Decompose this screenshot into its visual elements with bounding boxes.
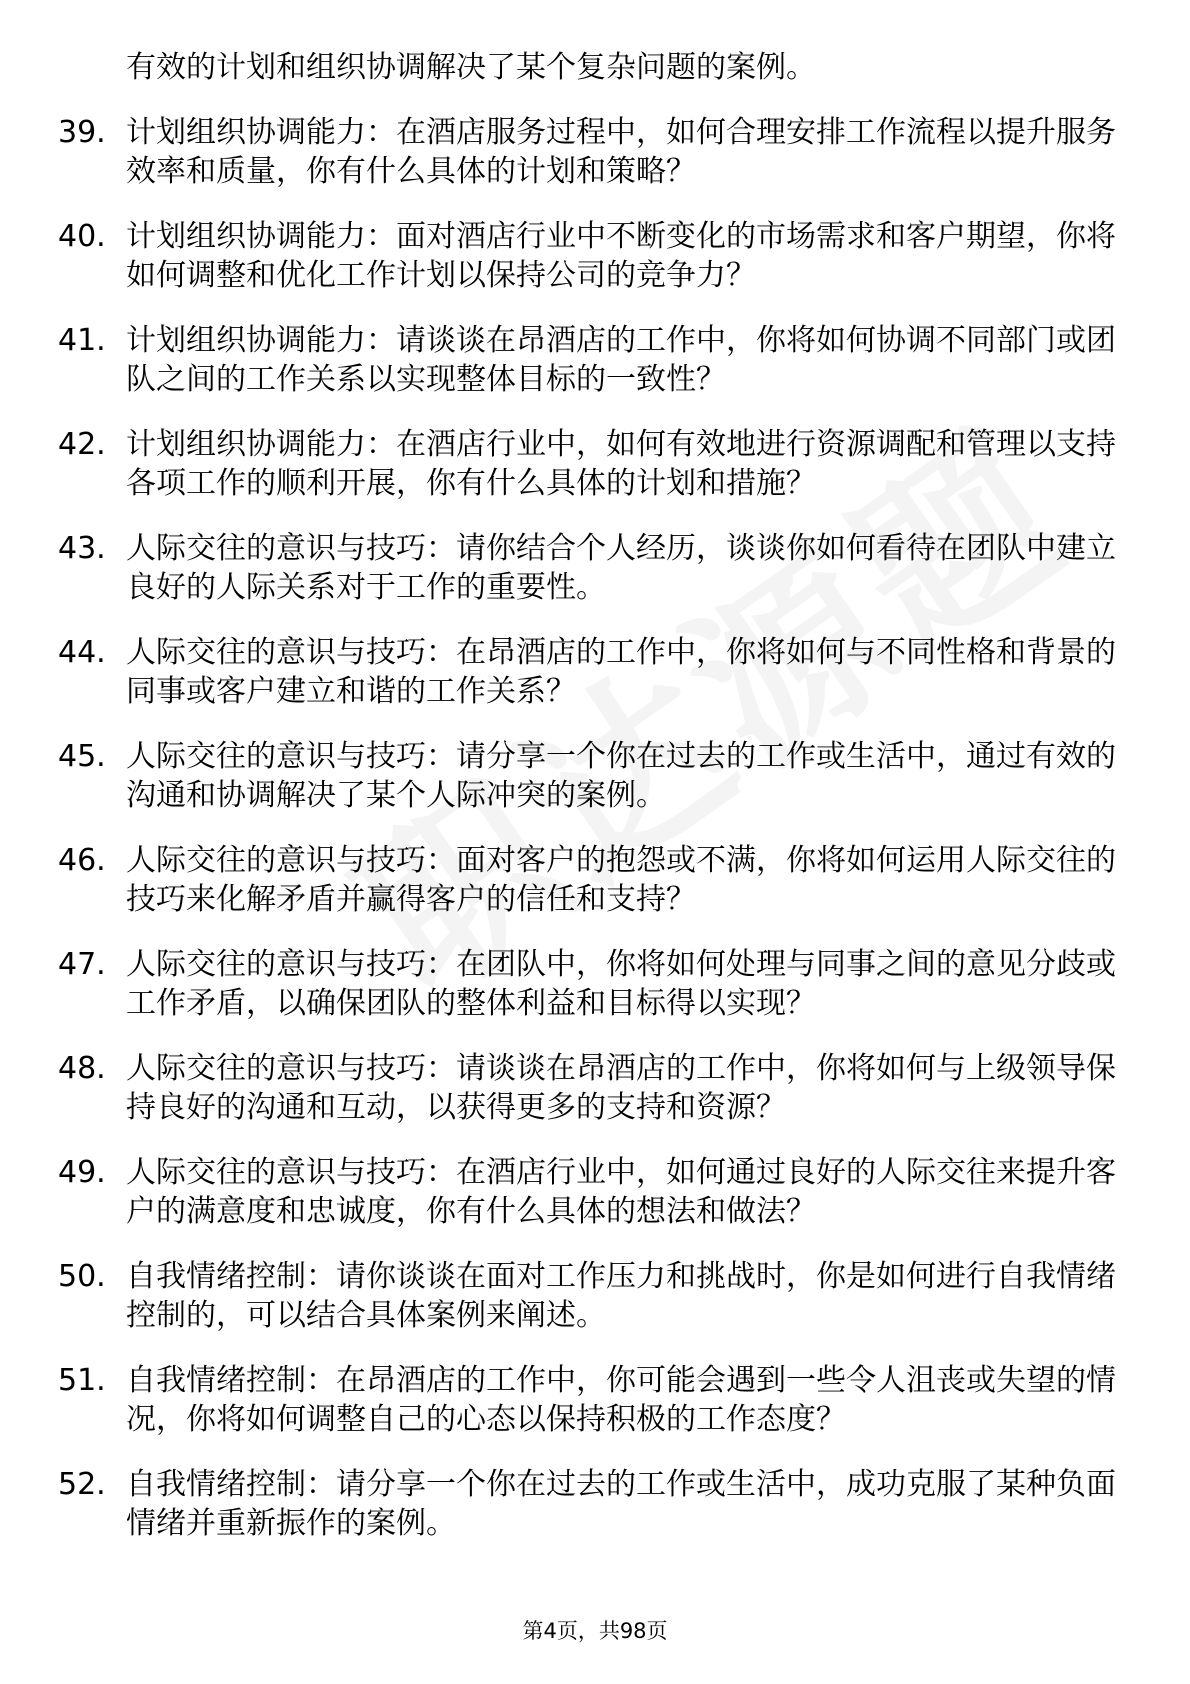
question-number: 42. — [58, 427, 106, 462]
question-item — [58, 1361, 1118, 1439]
question-number: 39. — [58, 115, 106, 150]
question-number: 46. — [58, 843, 106, 878]
page-footer: 第4页，共98页 — [522, 1619, 668, 1643]
question-list — [58, 48, 1118, 1569]
question-text: 人际交往的意识与技巧：在酒店行业中，如何通过良好的人际交往来提升客户的满意度和忠诚度，你有什么具体的想法和做法？ — [126, 1155, 1116, 1229]
question-text: 人际交往的意识与技巧：请你结合个人经历，谈谈你如何看待在团队中建立良好的人际关系对于工作的重要性。 — [126, 531, 1116, 605]
question-number: 50. — [58, 1259, 106, 1294]
question-item — [58, 217, 1118, 295]
question-item — [58, 1049, 1118, 1127]
question-number: 51. — [58, 1363, 106, 1398]
question-item — [58, 633, 1118, 711]
question-text: 自我情绪控制：在昂酒店的工作中，你可能会遇到一些令人沮丧或失望的情况，你将如何调整自己的心态以保持积极的工作态度？ — [126, 1363, 1116, 1437]
question-text: 自我情绪控制：请分享一个你在过去的工作或生活中，成功克服了某种负面情绪并重新振作的案例。 — [126, 1467, 1116, 1541]
question-item — [58, 841, 1118, 919]
question-text: 人际交往的意识与技巧：请分享一个你在过去的工作或生活中，通过有效的沟通和协调解决了某个人际冲突的案例。 — [126, 739, 1116, 813]
question-item — [58, 737, 1118, 815]
question-number: 40. — [58, 219, 106, 254]
question-number: 45. — [58, 739, 106, 774]
continuation-text: 有效的计划和组织协调解决了某个复杂问题的案例。 — [126, 50, 816, 85]
question-item — [58, 321, 1118, 399]
question-text: 计划组织协调能力：请谈谈在昂酒店的工作中，你将如何协调不同部门或团队之间的工作关系以实现整体目标的一致性？ — [126, 323, 1116, 397]
question-item — [58, 945, 1118, 1023]
question-item — [58, 1153, 1118, 1231]
question-text: 人际交往的意识与技巧：面对客户的抱怨或不满，你将如何运用人际交往的技巧来化解矛盾并赢得客户的信任和支持？ — [126, 843, 1116, 917]
question-text: 人际交往的意识与技巧：在团队中，你将如何处理与同事之间的意见分歧或工作矛盾，以确保团队的整体利益和目标得以实现？ — [126, 947, 1116, 1021]
question-number: 47. — [58, 947, 106, 982]
question-text: 自我情绪控制：请你谈谈在面对工作压力和挑战时，你是如何进行自我情绪控制的，可以结合具体案例来阐述。 — [126, 1259, 1116, 1333]
question-number: 44. — [58, 635, 106, 670]
question-number: 41. — [58, 323, 106, 358]
question-number: 48. — [58, 1051, 106, 1086]
question-item — [58, 1257, 1118, 1335]
question-item — [58, 113, 1118, 191]
question-text: 计划组织协调能力：在酒店服务过程中，如何合理安排工作流程以提升服务效率和质量，你有什么具体的计划和策略？ — [126, 115, 1116, 189]
question-number: 43. — [58, 531, 106, 566]
question-number: 52. — [58, 1467, 106, 1502]
question-item — [58, 425, 1118, 503]
question-item — [58, 529, 1118, 607]
question-item — [58, 1465, 1118, 1543]
question-text: 人际交往的意识与技巧：在昂酒店的工作中，你将如何与不同性格和背景的同事或客户建立和谐的工作关系？ — [126, 635, 1116, 709]
question-text: 计划组织协调能力：在酒店行业中，如何有效地进行资源调配和管理以支持各项工作的顺利开展，你有什么具体的计划和措施？ — [126, 427, 1116, 501]
question-number: 49. — [58, 1155, 106, 1190]
question-text: 人际交往的意识与技巧：请谈谈在昂酒店的工作中，你将如何与上级领导保持良好的沟通和互动，以获得更多的支持和资源？ — [126, 1051, 1116, 1125]
question-text: 计划组织协调能力：面对酒店行业中不断变化的市场需求和客户期望，你将如何调整和优化工作计划以保持公司的竞争力？ — [126, 219, 1116, 293]
